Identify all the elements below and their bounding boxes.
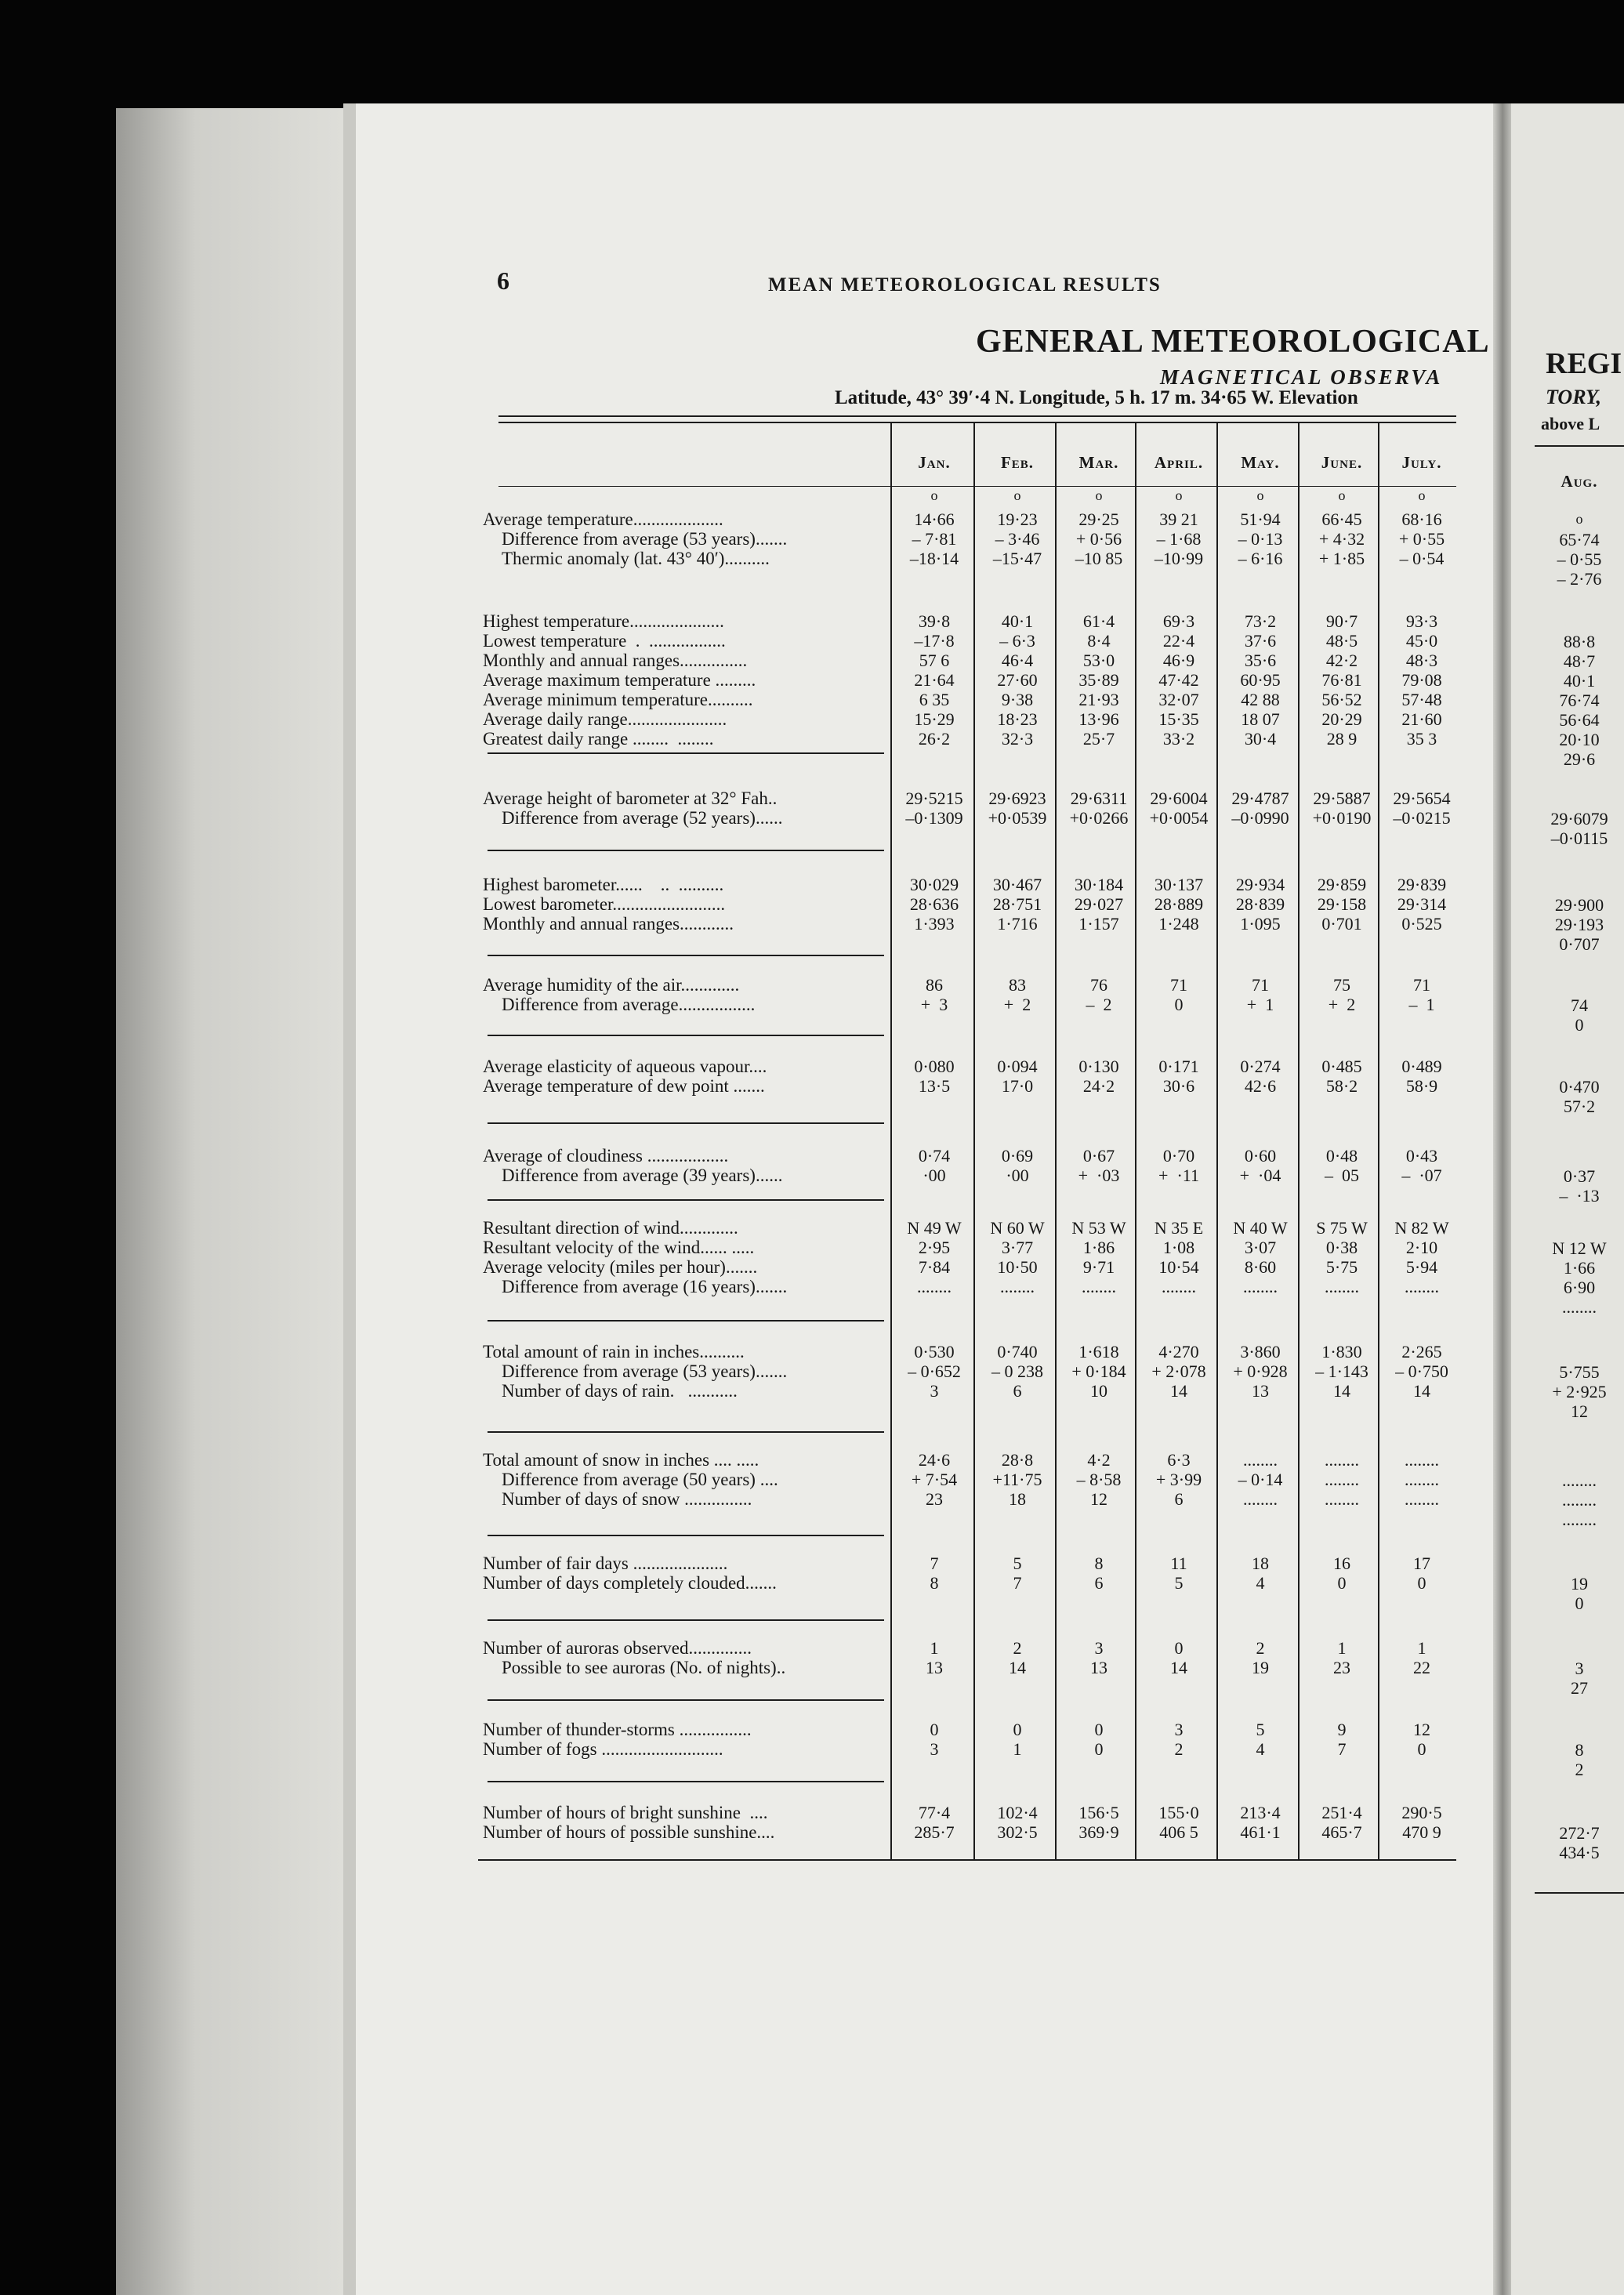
value-cell: 0·70 + ·11 [1158,1146,1199,1185]
value-cell: 213·4 461·1 [1240,1803,1281,1842]
value-cell: 5·755 + 2·925 12 [1552,1362,1607,1421]
value-cell: 0·60 + ·04 [1239,1146,1281,1185]
row-label: Average daily range...................... [483,709,727,729]
value-cell: 2 19 [1252,1638,1269,1677]
row-labels [483,611,756,749]
group-separator [488,1122,884,1124]
header-rule [498,486,1456,487]
value-cell: 0·470 57·2 [1559,1077,1600,1116]
value-cell: 4·270 + 2·078 14 [1151,1342,1206,1401]
value-cell: 29·6004 +0·0054 [1149,789,1209,828]
value-cell: 29·5654 –0·0215 [1393,789,1451,828]
month-header: Aug. [1561,472,1598,491]
row-labels [483,875,734,934]
degree-mark: o [930,488,938,503]
value-cell: 1·830 – 1·143 14 [1315,1342,1368,1401]
row-label: Total amount of snow in inches .... ..... [483,1450,759,1470]
value-cell: 16 0 [1333,1554,1350,1593]
location-line: Latitude, 43° 39′·4 N. Longitude, 5 h. 17 m. 34·65 W. Elevation [835,387,1358,408]
group-separator [488,752,884,754]
value-cell: 71 – 1 [1408,975,1435,1014]
row-label: Average temperature.................... [483,509,723,529]
row-label: Average temperature of dew point ....... [483,1076,765,1096]
value-cell: 74 0 [1571,995,1588,1035]
value-cell: 0 0 [1094,1720,1104,1759]
month-header: May. [1241,453,1280,472]
row-label: Greatest daily range ........ ........ [483,729,714,749]
row-labels [483,975,755,1014]
value-cell: 0·171 30·6 [1158,1057,1199,1096]
page-edge [343,103,356,2295]
value-cell: 29·6079 –0·0115 [1550,809,1608,848]
row-label: Number of days completely clouded....... [483,1573,777,1593]
group-separator [488,1320,884,1322]
row-label: Highest temperature..................... [483,611,724,631]
value-cell: 19 0 [1571,1574,1588,1613]
value-cell: 3 13 [1090,1638,1107,1677]
value-cell: 66·45 + 4·32 + 1·85 [1318,509,1365,568]
value-cell: 290·5 470 9 [1401,1803,1442,1842]
value-cell: ........ ........ ........ [1325,1450,1359,1509]
row-label: Monthly and annual ranges............... [483,651,748,670]
value-cell: 73·2 37·6 35·6 60·95 42 88 18 07 30·4 [1240,611,1281,749]
value-cell: 0·48 – 05 [1325,1146,1359,1185]
row-labels [483,1803,774,1842]
row-label: Average velocity (miles per hour)....... [483,1257,758,1277]
value-cell: 88·8 48·7 40·1 76·74 56·64 20·10 29·6 [1559,632,1600,769]
value-cell: 30·137 28·889 1·248 [1154,875,1204,934]
month-header: April. [1154,453,1204,472]
value-cell: 8 2 [1575,1740,1584,1779]
value-cell: 11 5 [1170,1554,1187,1593]
degree-mark: o [1013,488,1021,503]
right-location: above L [1541,414,1600,433]
value-cell: 251·4 465·7 [1321,1803,1362,1842]
value-cell: 65·74 – 0·55 – 2·76 [1557,530,1602,589]
value-cell: 76 – 2 [1086,975,1112,1014]
row-label: Number of thunder-storms ................ [483,1720,752,1739]
value-cell: 7 8 [930,1554,939,1593]
value-cell: 12 0 [1413,1720,1430,1759]
value-cell: 0·094 17·0 [997,1057,1038,1096]
value-cell: 24·6 + 7·54 23 [911,1450,958,1509]
row-label: Average minimum temperature.......... [483,690,753,709]
value-cell: N 35 E 1·08 10·54 ........ [1154,1218,1204,1296]
value-cell: 83 + 2 [1003,975,1031,1014]
value-cell: 90·7 48·5 42·2 76·81 56·52 20·29 28 9 [1321,611,1362,749]
value-cell: 28·8 +11·75 18 [992,1450,1042,1509]
value-cell: S 75 W 0·38 5·75 ........ [1316,1218,1368,1296]
value-cell: 3 27 [1571,1659,1588,1698]
row-label: Number of fair days ..................... [483,1554,728,1573]
value-cell: 30·029 28·636 1·393 [909,875,959,934]
row-label: Number of days of snow ............... [502,1489,752,1509]
value-cell: 5 4 [1256,1720,1265,1759]
value-cell: 3 2 [1174,1720,1184,1759]
value-cell: 61·4 8·4 53·0 35·89 21·93 13·96 25·7 [1078,611,1119,749]
row-labels [483,1218,787,1296]
value-cell: 0·489 58·9 [1401,1057,1442,1096]
month-header: Mar. [1078,453,1119,472]
right-top-rule [1535,445,1624,447]
value-cell: 29·4787 –0·0990 [1231,789,1289,828]
row-label: Monthly and annual ranges............ [483,914,734,934]
value-cell: N 40 W 3·07 8·60 ........ [1233,1218,1288,1296]
row-label: Highest barometer...... .. .......... [483,875,724,894]
row-label: Number of days of rain. ........... [502,1381,738,1401]
table-title: GENERAL METEOROLOGICAL [976,324,1490,360]
book-gutter [1493,103,1512,2295]
row-label: Average elasticity of aqueous vapour.... [483,1057,767,1076]
top-rule [498,415,1456,417]
value-cell: N 82 W 2·10 5·94 ........ [1394,1218,1449,1296]
row-labels [483,1057,767,1096]
row-label: Difference from average (53 years)....... [502,529,788,549]
value-cell: 2·265 – 0·750 14 [1395,1342,1448,1401]
running-head: MEAN METEOROLOGICAL RESULTS [768,274,1162,295]
row-label: Number of fogs ........................... [483,1739,723,1759]
degree-mark: o [1418,488,1426,503]
value-cell: 77·4 285·7 [914,1803,955,1842]
value-cell: 2 14 [1009,1638,1026,1677]
row-label: Lowest temperature . ................. [483,631,726,651]
group-separator [488,1619,884,1621]
value-cell: 156·5 369·9 [1078,1803,1119,1842]
value-cell: 1 23 [1333,1638,1350,1677]
row-label: Difference from average (53 years)....... [502,1361,788,1381]
value-cell: 0·080 13·5 [914,1057,955,1096]
group-separator [488,1699,884,1701]
book-left-edge [116,108,343,2295]
value-cell: 39·8 –17·8 57 6 21·64 6 35 15·29 26·2 [914,611,955,749]
row-labels [483,789,782,828]
value-cell: 29·839 29·314 0·525 [1397,875,1447,934]
row-label: Difference from average (16 years)....... [502,1277,788,1296]
bottom-rule [478,1859,1456,1861]
value-cell: 29·5215 –0·1309 [905,789,963,828]
value-cell: 71 0 [1170,975,1187,1014]
month-header: July. [1401,453,1442,472]
row-labels [483,1554,777,1593]
group-separator [488,955,884,956]
value-cell: 0·530 – 0·652 3 [908,1342,961,1401]
value-cell: 30·467 28·751 1·716 [992,875,1042,934]
value-cell: N 49 W 2·95 7·84 ........ [907,1218,962,1296]
right-bottom-rule [1535,1892,1624,1894]
value-cell: 68·16 + 0·55 – 0·54 [1398,509,1445,568]
value-cell: 93·3 45·0 48·3 79·08 57·48 21·60 35 3 [1401,611,1442,749]
value-cell: 14·66 – 7·81 –18·14 [909,509,959,568]
value-cell: 4·2 – 8·58 12 [1076,1450,1122,1509]
top-rule-2 [498,422,1456,423]
value-cell: 155·0 406 5 [1158,1803,1199,1842]
value-cell: 8 6 [1094,1554,1104,1593]
value-cell: 0·485 58·2 [1321,1057,1362,1096]
value-cell: 29·6923 +0·0539 [988,789,1047,828]
value-cell: ........ ........ ........ [1405,1450,1439,1509]
value-cell: 51·94 – 0·13 – 6·16 [1238,509,1283,568]
row-labels [483,1720,752,1759]
row-labels [483,1342,787,1401]
value-cell: 29·25 + 0·56 –10 85 [1075,509,1123,568]
value-cell: 0·740 – 0 238 6 [991,1342,1043,1401]
degree-mark: o [1256,488,1264,503]
value-cell: 0·274 42·6 [1240,1057,1281,1096]
row-label: Number of hours of possible sunshine.... [483,1822,775,1842]
value-cell: 19·23 – 3·46 –15·47 [992,509,1042,568]
group-separator [488,1535,884,1536]
value-cell: 0·37 – ·13 [1559,1166,1600,1206]
degree-mark: o [1095,488,1103,503]
row-label: Total amount of rain in inches.......... [483,1342,745,1361]
degree-mark: o [1175,488,1183,503]
row-label: Average maximum temperature ......... [483,670,756,690]
value-cell: 29·859 29·158 0·701 [1317,875,1367,934]
row-label: Average of cloudiness .................. [483,1146,729,1166]
value-cell: 30·184 29·027 1·157 [1074,875,1124,934]
row-label: Possible to see auroras (No. of nights).. [502,1658,786,1677]
month-header: June. [1321,453,1363,472]
value-cell: 0·130 24·2 [1078,1057,1119,1096]
group-separator [488,1431,884,1433]
degree-mark: o [1338,488,1346,503]
group-separator [488,850,884,851]
value-cell: 1·618 + 0·184 10 [1071,1342,1126,1401]
row-labels [483,1450,778,1509]
row-label: Average height of barometer at 32° Fah.. [483,789,778,808]
value-cell: 29·5887 +0·0190 [1312,789,1372,828]
value-cell: 1 22 [1413,1638,1430,1677]
right-subtitle: TORY, [1546,386,1602,408]
group-separator [488,1035,884,1036]
row-label: Average humidity of the air............. [483,975,740,995]
row-label: Lowest barometer......................... [483,894,726,914]
value-cell: 102·4 302·5 [997,1803,1038,1842]
value-cell: N 12 W 1·66 6·90 ........ [1552,1238,1607,1317]
row-label: Thermic anomaly (lat. 43° 40′).......... [502,549,770,568]
row-label: Difference from average (39 years)...... [502,1166,783,1185]
value-cell: 0 1 [1013,1720,1022,1759]
month-header: Feb. [1000,453,1035,472]
value-cell: ........ ........ ........ [1562,1470,1597,1529]
value-cell: 5 7 [1013,1554,1022,1593]
value-cell: 0 3 [930,1720,939,1759]
row-label: Resultant velocity of the wind...... ..... [483,1238,755,1257]
group-separator [488,1781,884,1782]
value-cell: 0·69 ·00 [1001,1146,1034,1185]
row-label: Number of auroras observed.............. [483,1638,752,1658]
right-title: REGI [1546,347,1622,380]
value-cell: 0 14 [1170,1638,1187,1677]
value-cell: 17 0 [1413,1554,1430,1593]
value-cell: 3·860 + 0·928 13 [1233,1342,1288,1401]
row-labels [483,509,787,568]
value-cell: 69·3 22·4 46·9 47·42 32·07 15·35 33·2 [1158,611,1199,749]
row-labels [483,1146,782,1185]
value-cell: 0·74 ·00 [918,1146,951,1185]
month-header: Jan. [918,453,951,472]
value-cell: 29·934 28·839 1·095 [1235,875,1285,934]
value-cell: 0·43 – ·07 [1401,1146,1442,1185]
row-label: Difference from average (50 years) .... [502,1470,778,1489]
group-separator [488,1199,884,1201]
value-cell: ........ – 0·14 ........ [1238,1450,1283,1509]
degree-mark: o [1575,511,1583,527]
value-cell: 272·7 434·5 [1559,1823,1600,1862]
row-label: Difference from average................. [502,995,756,1014]
value-cell: 39 21 – 1·68 –10·99 [1154,509,1204,568]
value-cell: N 53 W 1·86 9·71 ........ [1071,1218,1126,1296]
value-cell: 40·1 – 6·3 46·4 27·60 9·38 18·23 32·3 [997,611,1038,749]
table-subtitle: MAGNETICAL OBSERVA [1160,365,1443,389]
value-cell: 75 + 2 [1328,975,1356,1014]
row-labels [483,1638,785,1677]
value-cell: 9 7 [1337,1720,1347,1759]
column-rule [890,423,892,1861]
row-label: Resultant direction of wind............. [483,1218,738,1238]
value-cell: 6·3 + 3·99 6 [1155,1450,1202,1509]
value-cell: N 60 W 3·77 10·50 ........ [990,1218,1045,1296]
value-cell: 0·67 + ·03 [1078,1146,1120,1185]
row-label: Difference from average (52 years)...... [502,808,783,828]
row-label: Number of hours of bright sunshine .... [483,1803,768,1822]
value-cell: 18 4 [1252,1554,1269,1593]
value-cell: 1 13 [926,1638,943,1677]
value-cell: 71 + 1 [1246,975,1274,1014]
value-cell: 29·6311 +0·0266 [1069,789,1129,828]
value-cell: 29·900 29·193 0·707 [1554,895,1604,954]
value-cell: 86 + 3 [920,975,948,1014]
page-number: 6 [497,266,509,295]
